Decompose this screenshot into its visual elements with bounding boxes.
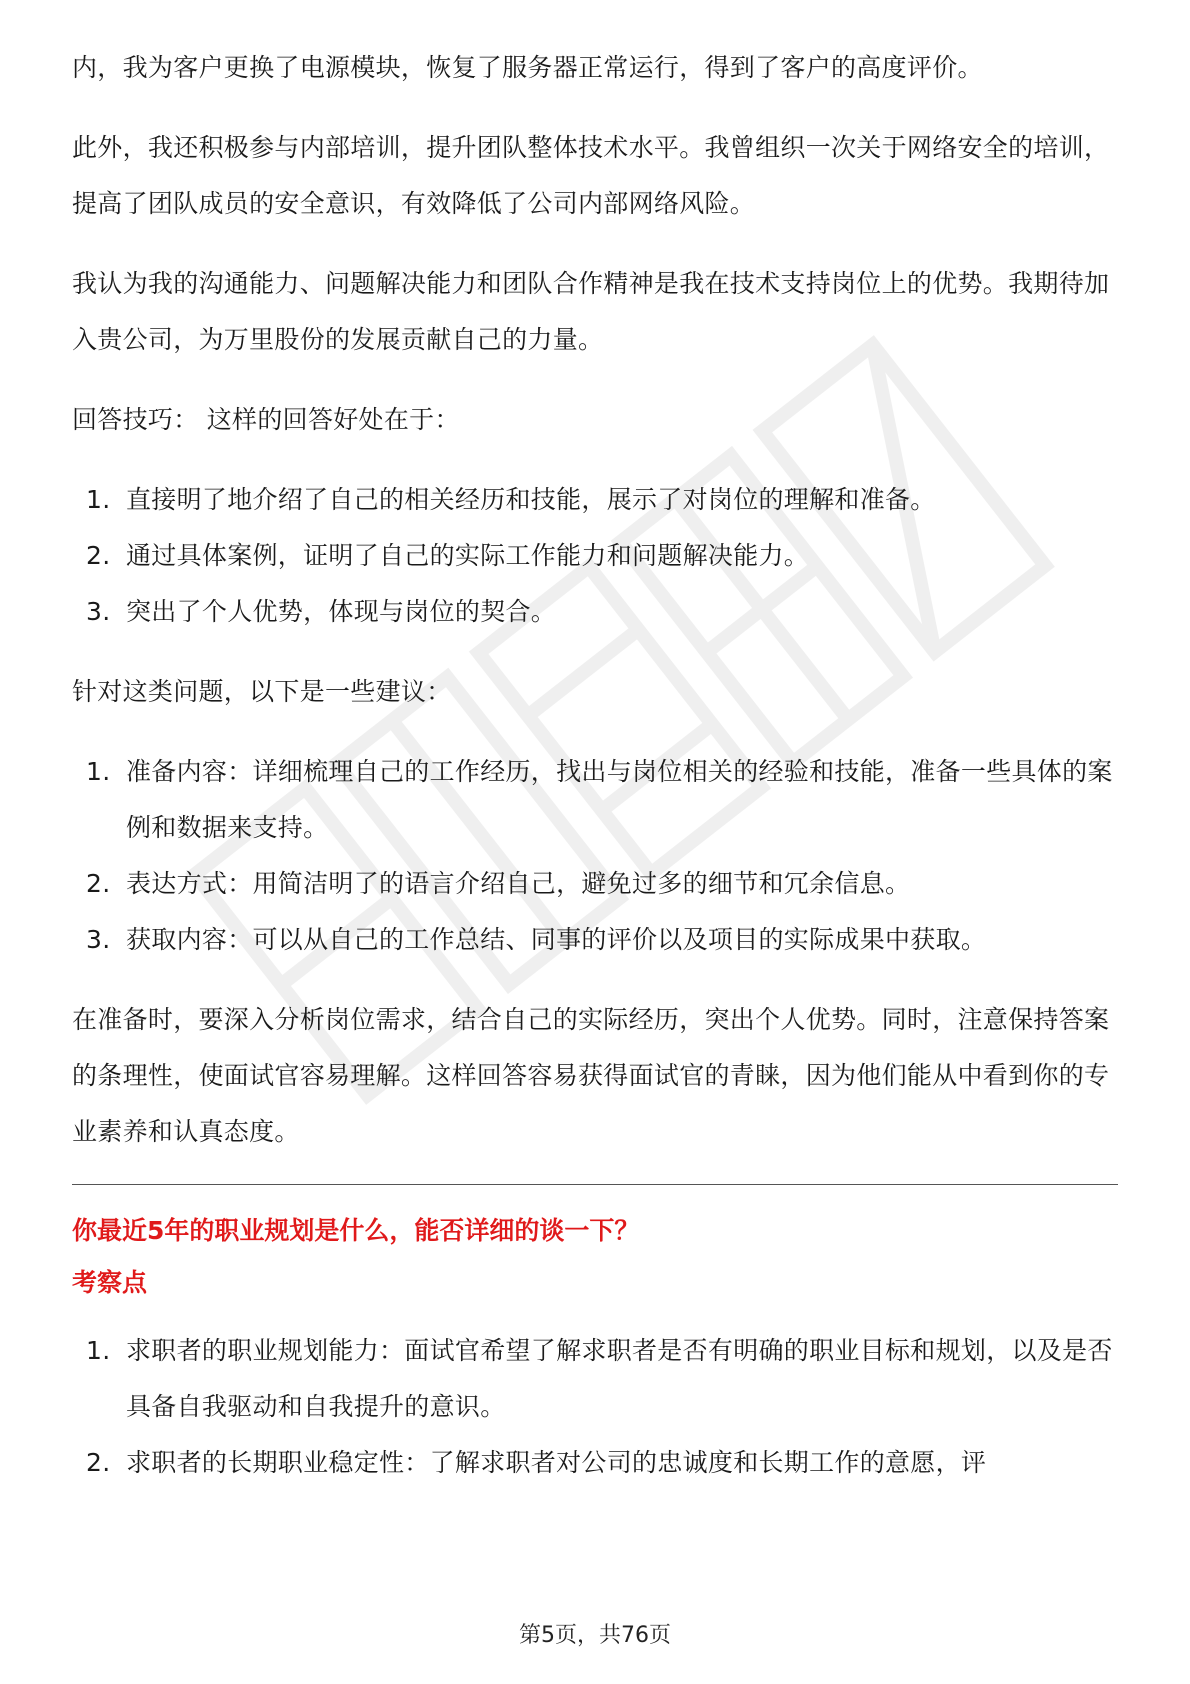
question-title: 你最近5年的职业规划是什么，能否详细的谈一下？ bbox=[72, 1216, 640, 1245]
list-item-text: 求职者的职业规划能力：面试官希望了解求职者是否有明确的职业目标和规划，以及是否具备自我驱动和自我提升的意识。 bbox=[126, 1336, 1113, 1421]
paragraph-answer-tips: 回答技巧： 这样的回答好处在于： bbox=[72, 405, 460, 434]
list-item bbox=[72, 1323, 1118, 1435]
paragraph-training: 此外，我还积极参与内部培训，提升团队整体技术水平。我曾组织一次关于网络安全的培训，提高了团队成员的安全意识，有效降低了公司内部网络风险。 bbox=[72, 133, 1110, 218]
list-item-text: 直接明了地介绍了自己的相关经历和技能，展示了对岗位的理解和准备。 bbox=[126, 485, 936, 514]
question-subtitle: 考察点 bbox=[72, 1268, 148, 1297]
paragraph-suggestions-intro: 针对这类问题，以下是一些建议： bbox=[72, 677, 452, 706]
list-item-text: 准备内容：详细梳理自己的工作经历，找出与岗位相关的经验和技能，准备一些具体的案例和数据来支持。 bbox=[126, 757, 1113, 842]
paragraph-customer-service: 内，我为客户更换了电源模块，恢复了服务器正常运行，得到了客户的高度评价。 bbox=[72, 53, 983, 82]
list-item-text: 表达方式：用简洁明了的语言介绍自己，避免过多的细节和冗余信息。 bbox=[126, 869, 911, 898]
list-item bbox=[72, 472, 1118, 528]
page-footer: 第5页，共76页 bbox=[519, 1623, 671, 1648]
list-item-text: 求职者的长期职业稳定性：了解求职者对公司的忠诚度和长期工作的意愿，评 bbox=[126, 1448, 987, 1477]
list-number: 2. bbox=[86, 1448, 111, 1477]
list-number: 2. bbox=[86, 869, 111, 898]
list-number: 1. bbox=[86, 1336, 111, 1365]
list-item bbox=[72, 856, 1118, 912]
suggestions-list bbox=[72, 744, 1118, 968]
list-number: 2. bbox=[86, 541, 111, 570]
list-number: 1. bbox=[86, 485, 111, 514]
list-number: 1. bbox=[86, 757, 111, 786]
list-item-text: 获取内容：可以从自己的工作总结、同事的评价以及项目的实际成果中获取。 bbox=[126, 925, 987, 954]
paragraph-strengths: 我认为我的沟通能力、问题解决能力和团队合作精神是我在技术支持岗位上的优势。我期待加入贵公司，为万里股份的发展贡献自己的力量。 bbox=[72, 269, 1110, 354]
list-item-text: 通过具体案例，证明了自己的实际工作能力和问题解决能力。 bbox=[126, 541, 810, 570]
answer-benefits-list bbox=[72, 472, 1118, 640]
list-item bbox=[72, 912, 1118, 968]
list-item-text: 突出了个人优势，体现与岗位的契合。 bbox=[126, 597, 557, 626]
list-number: 3. bbox=[86, 925, 111, 954]
list-item bbox=[72, 744, 1118, 856]
assessment-points-list bbox=[72, 1323, 1118, 1491]
list-item bbox=[72, 1435, 1118, 1491]
paragraph-preparation: 在准备时，要深入分析岗位需求，结合自己的实际经历，突出个人优势。同时，注意保持答案的条理性，使面试官容易理解。这样回答容易获得面试官的青睐，因为他们能从中看到你的专业素养和认真态度。 bbox=[72, 1005, 1110, 1146]
list-item bbox=[72, 528, 1118, 584]
list-number: 3. bbox=[86, 597, 111, 626]
section-divider bbox=[72, 1184, 1118, 1185]
list-item bbox=[72, 584, 1118, 640]
main-content bbox=[72, 40, 1118, 1515]
